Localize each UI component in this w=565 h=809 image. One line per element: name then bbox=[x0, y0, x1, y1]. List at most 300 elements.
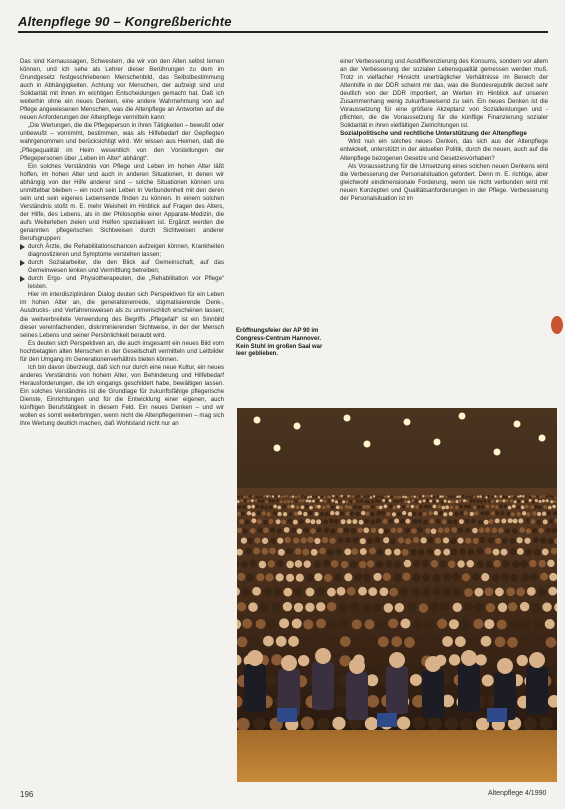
page-edge-marker bbox=[551, 316, 563, 334]
ceiling-light bbox=[294, 423, 301, 430]
audience-head bbox=[514, 500, 517, 503]
front-row-head bbox=[247, 650, 263, 666]
audience-head bbox=[512, 560, 520, 568]
front-row-head bbox=[529, 652, 545, 668]
audience-head bbox=[281, 520, 286, 525]
audience-head bbox=[329, 518, 334, 523]
audience-head bbox=[366, 637, 377, 648]
audience-head bbox=[253, 717, 266, 730]
audience-head bbox=[472, 528, 478, 534]
audience-head bbox=[498, 603, 507, 612]
audience-head bbox=[329, 538, 335, 544]
audience-head bbox=[314, 636, 325, 647]
audience-head bbox=[450, 506, 454, 510]
audience-head bbox=[350, 561, 358, 569]
audience-head bbox=[429, 500, 432, 503]
audience-head bbox=[408, 512, 412, 516]
audience-head bbox=[259, 561, 267, 569]
audience-head bbox=[474, 588, 483, 597]
audience-head bbox=[371, 528, 377, 534]
audience-head bbox=[421, 537, 427, 543]
audience-head bbox=[419, 500, 422, 503]
front-row-body bbox=[312, 662, 334, 710]
audience-head bbox=[540, 573, 548, 581]
audience-head bbox=[422, 588, 431, 597]
audience-head bbox=[453, 495, 455, 497]
audience-head bbox=[341, 495, 343, 497]
audience-head bbox=[505, 499, 508, 502]
audience-head bbox=[457, 537, 463, 543]
front-row-head bbox=[425, 656, 441, 672]
audience-head bbox=[443, 512, 447, 516]
audience-head bbox=[400, 499, 403, 502]
audience-head bbox=[500, 495, 502, 497]
audience-head bbox=[303, 619, 313, 629]
audience-head bbox=[433, 500, 436, 503]
audience-head bbox=[485, 496, 487, 498]
audience-head bbox=[464, 588, 473, 597]
journal-issue: Altenpflege 4/1990 bbox=[488, 790, 547, 797]
audience-head bbox=[345, 537, 351, 543]
audience-head bbox=[370, 520, 375, 525]
page-header bbox=[18, 14, 548, 33]
audience-head bbox=[325, 512, 329, 516]
audience-head bbox=[291, 527, 297, 533]
audience-head bbox=[368, 587, 377, 596]
audience-head bbox=[393, 506, 397, 510]
audience-head bbox=[406, 504, 410, 508]
audience-head bbox=[283, 588, 292, 597]
audience-head bbox=[277, 538, 283, 544]
audience-head bbox=[525, 495, 527, 497]
audience-head bbox=[546, 499, 549, 502]
audience-head bbox=[491, 504, 495, 508]
audience-head bbox=[237, 512, 241, 516]
audience-head bbox=[502, 560, 510, 568]
audience-head bbox=[312, 495, 314, 497]
ceiling-light bbox=[344, 415, 351, 422]
audience-head bbox=[411, 587, 420, 596]
audience-head bbox=[276, 560, 284, 568]
list-item bbox=[20, 243, 224, 259]
audience-head bbox=[391, 636, 402, 647]
audience-head bbox=[339, 603, 348, 612]
audience-head bbox=[455, 506, 459, 510]
audience-head bbox=[529, 496, 531, 498]
audience-head bbox=[286, 495, 288, 497]
audience-head bbox=[393, 574, 401, 582]
audience-head bbox=[481, 505, 485, 509]
audience-head bbox=[474, 603, 483, 612]
audience-head bbox=[366, 505, 370, 509]
audience-head bbox=[453, 520, 458, 525]
audience-head bbox=[270, 538, 276, 544]
audience-head bbox=[497, 620, 507, 630]
audience-head bbox=[308, 500, 311, 503]
audience-head bbox=[478, 520, 483, 525]
audience-head bbox=[517, 548, 524, 555]
header-title: Altenpflege 90 – Kongreßberichte bbox=[18, 14, 232, 29]
audience-head bbox=[526, 528, 532, 534]
audience-head bbox=[517, 495, 519, 497]
audience-head bbox=[415, 500, 418, 503]
audience-head bbox=[242, 619, 252, 629]
audience-head bbox=[267, 560, 275, 568]
audience-head bbox=[334, 519, 339, 524]
audience-head bbox=[530, 573, 538, 581]
audience-head bbox=[402, 496, 404, 498]
audience-head bbox=[247, 505, 251, 509]
audience-head bbox=[378, 528, 384, 534]
audience-head bbox=[449, 654, 460, 665]
audience-head bbox=[476, 500, 479, 503]
audience-head bbox=[508, 496, 510, 498]
audience-head bbox=[510, 499, 513, 502]
audience-head bbox=[422, 560, 430, 568]
audience-head bbox=[495, 505, 499, 509]
audience-head bbox=[505, 528, 511, 534]
audience-head bbox=[476, 560, 484, 568]
audience-head bbox=[268, 519, 273, 524]
audience-head bbox=[336, 496, 338, 498]
audience-head bbox=[295, 496, 297, 498]
audience-head bbox=[502, 538, 508, 544]
audience-head bbox=[366, 655, 377, 666]
audience-head bbox=[532, 500, 535, 503]
audience-head bbox=[411, 505, 415, 509]
audience-head bbox=[344, 573, 352, 581]
audience-head bbox=[316, 527, 322, 533]
audience-head bbox=[521, 500, 524, 503]
audience-head bbox=[508, 602, 517, 611]
audience-head bbox=[286, 561, 294, 569]
hall-floor bbox=[237, 730, 557, 782]
audience-head bbox=[462, 495, 464, 497]
audience-head bbox=[315, 496, 317, 498]
audience-head bbox=[300, 537, 306, 543]
audience-head bbox=[488, 495, 490, 497]
audience-head bbox=[467, 548, 474, 555]
audience-head bbox=[459, 519, 464, 524]
audience-head bbox=[251, 512, 255, 516]
audience-head bbox=[460, 511, 464, 515]
audience-head bbox=[465, 496, 467, 498]
audience-head bbox=[534, 496, 536, 498]
audience-head bbox=[364, 495, 366, 497]
audience-head bbox=[371, 500, 374, 503]
audience-head bbox=[514, 496, 516, 498]
audience-head bbox=[381, 511, 385, 515]
audience-head bbox=[465, 538, 471, 544]
audience-head bbox=[547, 560, 555, 568]
front-row-body bbox=[346, 672, 368, 720]
audience-head bbox=[430, 636, 441, 647]
audience-head bbox=[352, 619, 362, 629]
audience-head bbox=[477, 495, 479, 497]
audience-head bbox=[249, 495, 251, 497]
audience-head bbox=[534, 549, 541, 556]
audience-head bbox=[436, 519, 441, 524]
audience-head bbox=[389, 504, 393, 508]
front-row-body bbox=[386, 666, 408, 714]
audience-head bbox=[506, 512, 510, 516]
audience-head bbox=[405, 527, 411, 533]
audience-head bbox=[276, 495, 278, 497]
audience-head bbox=[365, 512, 369, 516]
audience-head bbox=[459, 505, 463, 509]
list-item-text: durch Ergo- und Physiotherapeuten, die „Rehabilitation vor Pflege“ leisten. bbox=[28, 275, 224, 291]
audience-head bbox=[510, 574, 518, 582]
audience-head bbox=[529, 499, 532, 502]
audience-head bbox=[424, 505, 428, 509]
audience-head bbox=[385, 560, 393, 568]
audience-head bbox=[510, 619, 520, 629]
audience-head bbox=[464, 602, 473, 611]
ceiling-light bbox=[494, 449, 501, 456]
audience-head bbox=[360, 548, 367, 555]
audience-head bbox=[539, 496, 541, 498]
audience-head bbox=[301, 495, 303, 497]
audience-head bbox=[237, 496, 239, 498]
audience-head bbox=[419, 505, 423, 509]
front-row-body bbox=[244, 664, 266, 712]
audience-head bbox=[344, 527, 350, 533]
audience-head bbox=[519, 527, 525, 533]
audience-head bbox=[520, 495, 522, 497]
audience-head bbox=[459, 495, 461, 497]
audience-head bbox=[330, 511, 334, 515]
audience-head bbox=[542, 499, 545, 502]
audience-head bbox=[384, 603, 393, 612]
audience-head bbox=[405, 519, 410, 524]
audience-head bbox=[520, 637, 531, 648]
audience-head bbox=[441, 501, 444, 504]
audience-head bbox=[424, 619, 434, 629]
audience-head bbox=[269, 499, 272, 502]
audience-head bbox=[284, 537, 290, 543]
audience-head bbox=[287, 500, 290, 503]
audience-head bbox=[473, 499, 476, 502]
audience-head bbox=[475, 654, 486, 665]
audience-head bbox=[534, 619, 544, 629]
audience-head bbox=[405, 538, 411, 544]
audience-head bbox=[356, 512, 360, 516]
audience-head bbox=[535, 505, 539, 509]
audience-head bbox=[335, 511, 339, 515]
audience-head bbox=[238, 505, 242, 509]
audience-head bbox=[488, 537, 494, 543]
audience-head bbox=[547, 511, 551, 515]
audience-head bbox=[388, 618, 398, 628]
audience-head bbox=[447, 519, 452, 524]
audience-head bbox=[273, 505, 277, 509]
audience-head bbox=[276, 636, 287, 647]
audience-head bbox=[252, 495, 254, 497]
audience-head bbox=[335, 500, 338, 503]
audience-head bbox=[318, 496, 320, 498]
audience-head bbox=[249, 636, 260, 647]
audience-head bbox=[412, 519, 417, 524]
audience-head bbox=[484, 520, 489, 525]
audience-head bbox=[338, 500, 341, 503]
audience-head bbox=[398, 537, 404, 543]
audience-head bbox=[463, 499, 466, 502]
audience-head bbox=[549, 495, 551, 497]
audience-head bbox=[310, 519, 315, 524]
audience-head bbox=[470, 512, 474, 516]
audience-head bbox=[257, 528, 263, 534]
audience-head bbox=[344, 548, 351, 555]
audience-head bbox=[480, 500, 483, 503]
audience-head bbox=[322, 506, 326, 510]
audience-head bbox=[469, 636, 480, 647]
audience-head bbox=[442, 636, 453, 647]
audience-head bbox=[345, 505, 349, 509]
audience-head bbox=[307, 537, 313, 543]
audience-head bbox=[359, 561, 367, 569]
audience-head bbox=[438, 527, 444, 533]
list-item bbox=[20, 259, 224, 275]
audience-head bbox=[298, 495, 300, 497]
audience-head bbox=[533, 636, 544, 647]
audience-head bbox=[465, 519, 470, 524]
audience-head bbox=[349, 495, 351, 497]
audience-head bbox=[486, 603, 495, 612]
audience-head bbox=[331, 560, 339, 568]
audience-head bbox=[546, 495, 548, 497]
audience-head bbox=[442, 519, 447, 524]
audience-head bbox=[389, 519, 394, 524]
audience-head bbox=[237, 602, 246, 611]
audience-head bbox=[319, 548, 326, 555]
audience-head bbox=[241, 512, 245, 516]
audience-head bbox=[295, 560, 303, 568]
ceiling-light bbox=[459, 413, 466, 420]
audience-head bbox=[506, 587, 515, 596]
audience-head bbox=[266, 618, 276, 628]
audience-head bbox=[282, 505, 286, 509]
audience-head bbox=[440, 602, 449, 611]
audience-head bbox=[295, 500, 298, 503]
audience-head bbox=[265, 674, 277, 686]
audience-head bbox=[257, 511, 261, 515]
audience-head bbox=[293, 538, 299, 544]
audience-head bbox=[294, 512, 298, 516]
audience-head bbox=[367, 560, 375, 568]
audience-head bbox=[292, 619, 302, 629]
audience-head bbox=[427, 495, 429, 497]
audience-head bbox=[460, 718, 473, 731]
audience-head bbox=[247, 499, 250, 502]
audience-head bbox=[353, 500, 356, 503]
audience-head bbox=[417, 549, 424, 556]
audience-head bbox=[481, 573, 489, 581]
audience-head bbox=[271, 602, 280, 611]
audience-head bbox=[508, 518, 513, 523]
audience-head bbox=[417, 527, 423, 533]
audience-head bbox=[527, 587, 536, 596]
audience-head bbox=[278, 549, 285, 556]
audience-head bbox=[391, 496, 393, 498]
audience-head bbox=[395, 603, 404, 612]
audience-head bbox=[464, 511, 468, 515]
audience-head bbox=[364, 619, 374, 629]
audience-head bbox=[532, 528, 538, 534]
audience-head bbox=[309, 506, 313, 510]
audience-head bbox=[501, 518, 506, 523]
audience-head bbox=[551, 495, 553, 497]
audience-head bbox=[464, 505, 468, 509]
audience-head bbox=[540, 538, 546, 544]
audience-head bbox=[360, 499, 363, 502]
audience-head bbox=[361, 495, 363, 497]
audience-head bbox=[394, 496, 396, 498]
audience-head bbox=[239, 519, 244, 524]
audience-head bbox=[292, 495, 294, 497]
audience-head bbox=[327, 549, 334, 556]
audience-head bbox=[266, 495, 268, 497]
audience-head bbox=[342, 500, 345, 503]
audience-head bbox=[237, 573, 245, 581]
audience-head bbox=[415, 505, 419, 509]
audience-head bbox=[414, 496, 416, 498]
audience-head bbox=[384, 528, 390, 534]
audience-head bbox=[357, 527, 363, 533]
front-row-head bbox=[315, 648, 331, 664]
audience-head bbox=[264, 506, 268, 510]
audience-head bbox=[439, 560, 447, 568]
audience-head bbox=[269, 505, 273, 509]
audience-head bbox=[482, 495, 484, 497]
audience-head bbox=[543, 655, 554, 666]
audience-head bbox=[533, 537, 539, 543]
audience-head bbox=[553, 500, 556, 503]
audience-head bbox=[261, 500, 264, 503]
audience-head bbox=[347, 587, 356, 596]
audience-head bbox=[423, 499, 426, 502]
audience-head bbox=[474, 511, 478, 515]
audience-head bbox=[488, 519, 493, 524]
audience-head bbox=[427, 537, 433, 543]
audience-head bbox=[433, 505, 437, 509]
audience-head bbox=[449, 512, 453, 516]
audience-head bbox=[340, 636, 351, 647]
audience-head bbox=[498, 528, 504, 534]
audience-head bbox=[377, 549, 384, 556]
audience-head bbox=[378, 495, 380, 497]
audience-head bbox=[443, 587, 452, 596]
audience-head bbox=[450, 538, 456, 544]
audience-head bbox=[367, 495, 369, 497]
audience-head bbox=[387, 495, 389, 497]
audience-head bbox=[305, 574, 313, 582]
audience-head bbox=[394, 561, 402, 569]
audience-head bbox=[485, 511, 489, 515]
section-subheading: Sozialpolitische und rechtliche Unterstützung der Altenpflege bbox=[340, 130, 527, 138]
audience-head bbox=[510, 548, 517, 555]
audience-head bbox=[341, 561, 349, 569]
audience-head bbox=[352, 519, 357, 524]
audience-head bbox=[352, 495, 354, 497]
audience-head bbox=[521, 506, 525, 510]
audience-head bbox=[400, 588, 409, 597]
audience-head bbox=[242, 505, 246, 509]
audience-head bbox=[439, 511, 443, 515]
audience-head bbox=[364, 500, 367, 503]
audience-head bbox=[485, 587, 494, 596]
audience-head bbox=[451, 527, 457, 533]
audience-head bbox=[480, 495, 482, 497]
